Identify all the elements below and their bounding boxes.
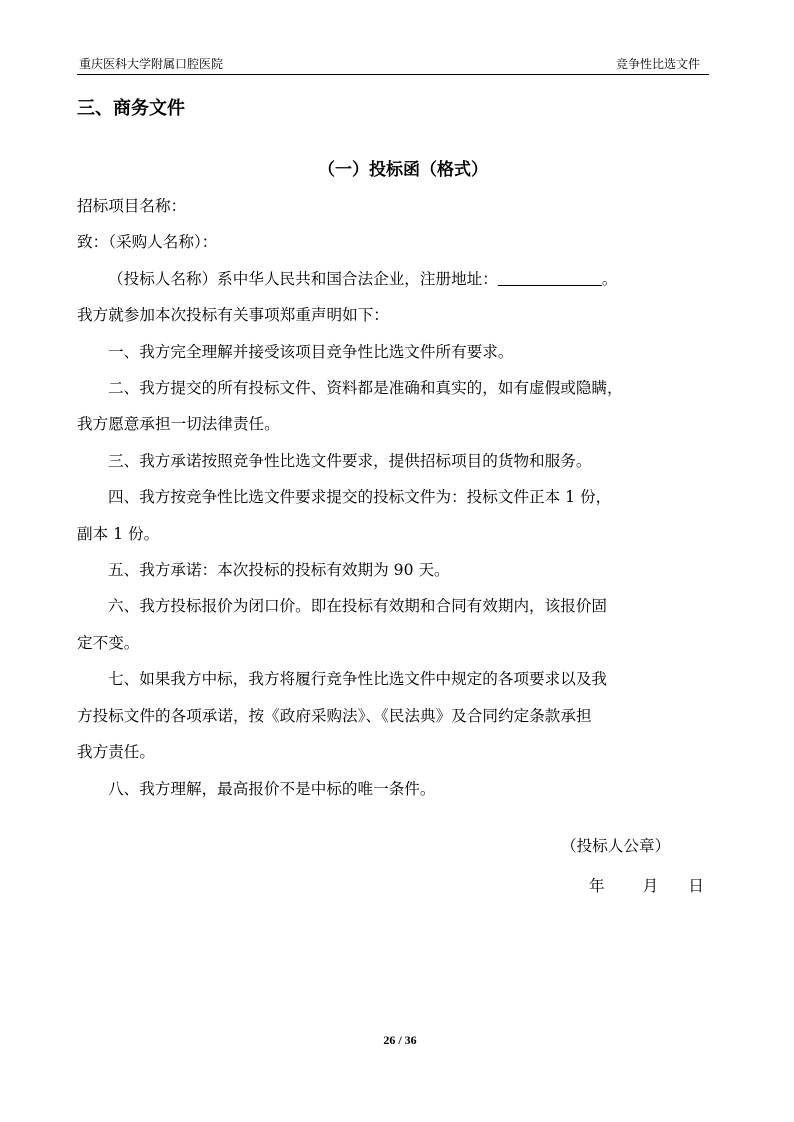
clause-4-line-1: 四、我方按竞争性比选文件要求提交的投标文件为：投标文件正本 1 份， [108, 488, 612, 507]
clause-7-line-3: 我方责任。 [77, 743, 155, 762]
year-label: 年 [589, 877, 605, 895]
bidder-line [77, 261, 711, 297]
clause-5: 五、我方承诺：本次投标的投标有效期为 90 天。 [108, 561, 450, 580]
bidder-seal-label: （投标人公章） [561, 837, 671, 855]
bidder-line-text: （投标人名称）系中华人民共和国合法企业，注册地址： [108, 269, 498, 288]
declaration-line: 我方就参加本次投标有关事项郑重声明如下： [77, 306, 389, 325]
clause-7-line-2: 方投标文件的各项承诺，按《政府采购法》、《民法典》及合同约定条款承担 [77, 706, 592, 725]
header-document-type: 竞争性比选文件 [615, 57, 700, 71]
document-title: （一）投标函（格式） [318, 160, 488, 180]
clause-6-line-2: 定不变。 [77, 633, 140, 652]
page-number: 26 / 36 [383, 1033, 417, 1047]
month-label: 月 [642, 877, 659, 895]
addressee-line: 致：（采购人名称）： [77, 233, 218, 252]
clause-2-line-2: 我方愿意承担一切法律责任。 [77, 415, 280, 434]
clause-1: 一、我方完全理解并接受该项目竞争性比选文件所有要求。 [108, 342, 514, 361]
letter-body [77, 188, 711, 807]
clause-3: 三、我方承诺按照竞争性比选文件要求，提供招标项目的货物和服务。 [108, 451, 592, 470]
clause-8: 八、我方理解，最高报价不是中标的唯一条件。 [108, 779, 436, 798]
header-divider [77, 74, 709, 75]
clause-7-line-1: 七、如果我方中标，我方将履行竞争性比选文件中规定的各项要求以及我 [108, 670, 608, 689]
day-label: 日 [688, 877, 704, 895]
project-name-line: 招标项目名称： [77, 197, 187, 215]
clause-2-line-1: 二、我方提交的所有投标文件、资料都是准确和真实的，如有虚假或隐瞒， [108, 379, 623, 398]
clause-6-line-1: 六、我方投标报价为闭口价。即在投标有效期和合同有效期内，该报价固 [108, 597, 608, 616]
address-blank [498, 268, 602, 286]
header-hospital-name: 重庆医科大学附属口腔医院 [79, 57, 224, 71]
date-line [589, 874, 704, 898]
section-title: 三、商务文件 [77, 98, 185, 119]
bidder-line-end: 。 [601, 269, 618, 288]
clause-4-line-2: 副本 1 份。 [77, 524, 160, 543]
